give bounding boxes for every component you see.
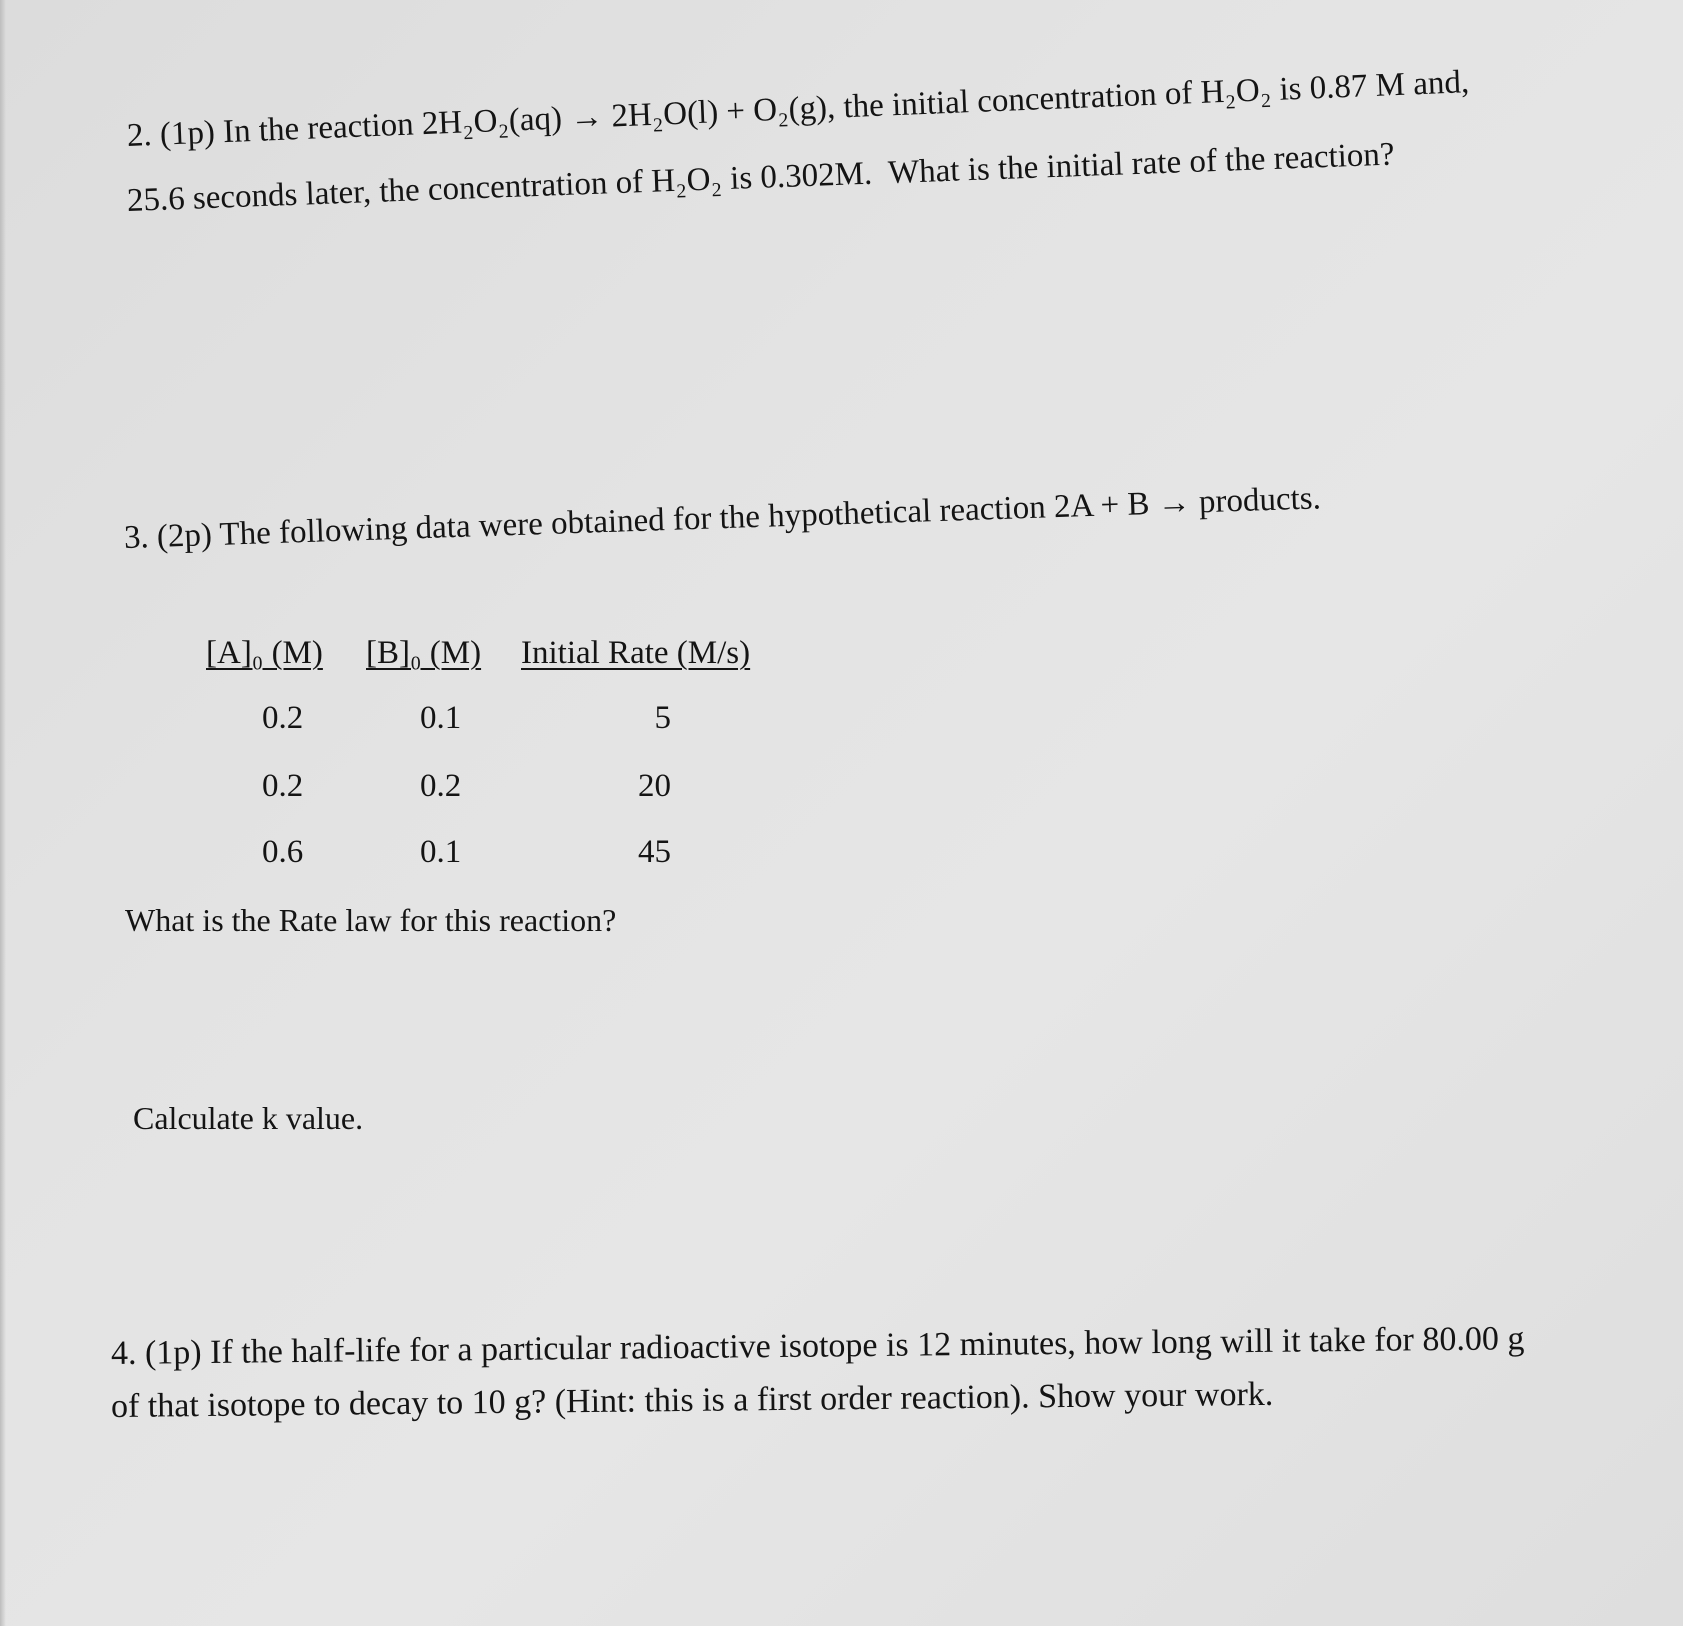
table-header-b: [B]₀ (M): [366, 635, 482, 671]
table-cell: 0.6: [262, 834, 304, 870]
rate-law-question: What is the Rate law for this reaction?: [125, 902, 617, 938]
table-cell: 0.2: [262, 700, 304, 736]
table-cell: 0.2: [262, 768, 304, 804]
question-4-line-1: 4. (1p) If the half-life for a particular radioactive isotope is 12 minutes, how long will it take for 80.00 g: [110, 1320, 1525, 1372]
table-cell: 0.1: [420, 700, 462, 736]
table-cell: 45: [638, 834, 671, 870]
question-2-line-2: 25.6 seconds later, the concentration of H₂O₂ is 0.302M. What is the initial rate of the reaction?: [126, 136, 1396, 219]
table-cell: 5: [654, 700, 671, 736]
question-3-intro: 3. (2p) The following data were obtained for the hypothetical reaction 2A + B → products.: [123, 480, 1322, 556]
page-edge-shadow: [0, 0, 6, 1626]
question-2-line-1: 2. (1p) In the reaction 2H₂O₂(aq) → 2H₂O(l) + O₂(g), the initial concentration of H₂O₂ is 0.87 M and,: [126, 64, 1470, 154]
table-header-rate: Initial Rate (M/s): [521, 635, 751, 671]
table-cell: 0.1: [420, 834, 462, 870]
question-4-line-2: of that isotope to decay to 10 g? (Hint: this is a first order reaction). Show your work.: [110, 1375, 1274, 1425]
table-cell: 0.2: [420, 768, 462, 804]
k-value-question: Calculate k value.: [133, 1100, 364, 1136]
table-cell: 20: [638, 768, 671, 804]
table-header-a: [A]₀ (M): [206, 635, 323, 671]
